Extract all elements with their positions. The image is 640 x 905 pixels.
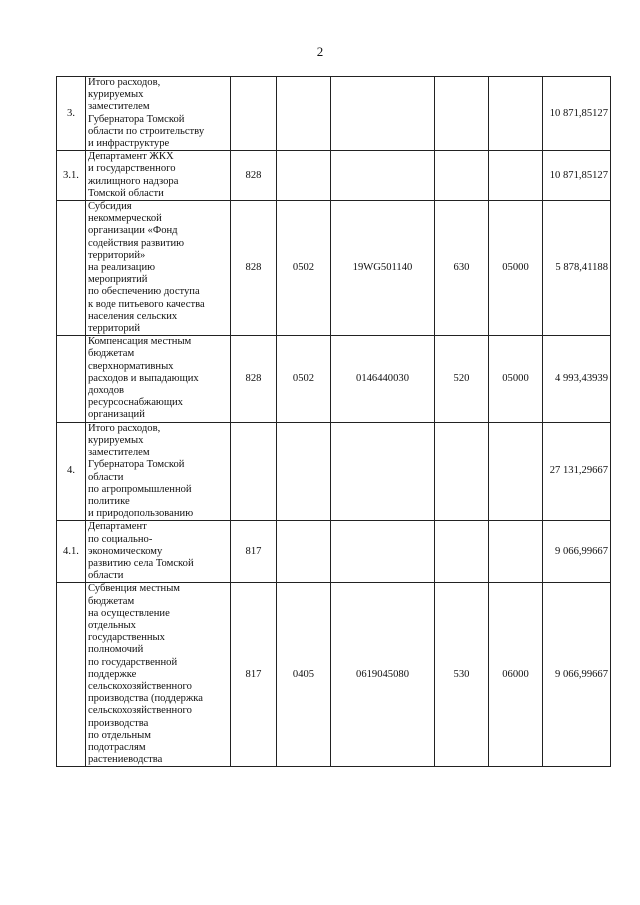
row-number: 3. xyxy=(57,77,86,151)
admin-code: 828 xyxy=(231,201,277,336)
budget-table xyxy=(56,76,611,767)
amount-value: 4 993,43939 xyxy=(543,336,611,422)
row-number: 4. xyxy=(57,422,86,521)
code-value: 05000 xyxy=(489,201,543,336)
row-number: 4.1. xyxy=(57,521,86,583)
target-article xyxy=(331,151,435,201)
row-name: Итого расходов, курируемых заместителем Губернатора Томской области по агропромышленной политике и природопользованию xyxy=(86,422,231,521)
code-value: 05000 xyxy=(489,336,543,422)
admin-code: 828 xyxy=(231,151,277,201)
row-name: Компенсация местным бюджетам сверхнормативных расходов и выпадающих доходов ресурсоснабжающих организаций xyxy=(86,336,231,422)
amount-value: 5 878,41188 xyxy=(543,201,611,336)
target-article xyxy=(331,422,435,521)
expense-type xyxy=(435,521,489,583)
target-article: 0146440030 xyxy=(331,336,435,422)
code-value: 06000 xyxy=(489,583,543,767)
row-name: Итого расходов, курируемых заместителем Губернатора Томской области по строительству и инфраструктуре xyxy=(86,77,231,151)
page-number: 2 xyxy=(316,44,324,59)
admin-code: 828 xyxy=(231,336,277,422)
row-number xyxy=(57,336,86,422)
code-value xyxy=(489,77,543,151)
target-article xyxy=(331,521,435,583)
table-row xyxy=(57,521,611,583)
target-article: 0619045080 xyxy=(331,583,435,767)
code-value xyxy=(489,422,543,521)
section-code xyxy=(277,77,331,151)
amount-value: 10 871,85127 xyxy=(543,151,611,201)
expense-type: 520 xyxy=(435,336,489,422)
expense-type: 530 xyxy=(435,583,489,767)
row-name: Департамент по социально- экономическому развитию села Томской области xyxy=(86,521,231,583)
table-row xyxy=(57,151,611,201)
table-row xyxy=(57,336,611,422)
table-row xyxy=(57,583,611,767)
expense-type: 630 xyxy=(435,201,489,336)
target-article: 19WG501140 xyxy=(331,201,435,336)
section-code xyxy=(277,521,331,583)
section-code: 0502 xyxy=(277,201,331,336)
row-name: Субвенция местным бюджетам на осуществление отдельных государственных полномочий по государственной поддержке сельскохозяйственного производства (поддержка сельскохозяйственного производства по отдельным подотраслям растениеводства xyxy=(86,583,231,767)
row-name: Департамент ЖКХ и государственного жилищного надзора Томской области xyxy=(86,151,231,201)
admin-code: 817 xyxy=(231,521,277,583)
section-code xyxy=(277,422,331,521)
expense-type xyxy=(435,151,489,201)
expense-type xyxy=(435,422,489,521)
target-article xyxy=(331,77,435,151)
row-number xyxy=(57,583,86,767)
row-number xyxy=(57,201,86,336)
amount-value: 9 066,99667 xyxy=(543,583,611,767)
row-number: 3.1. xyxy=(57,151,86,201)
amount-value: 27 131,29667 xyxy=(543,422,611,521)
table-row xyxy=(57,422,611,521)
admin-code xyxy=(231,77,277,151)
admin-code: 817 xyxy=(231,583,277,767)
section-code: 0502 xyxy=(277,336,331,422)
row-name: Субсидия некоммерческой организации «Фонд содействия развитию территорий» на реализацию мероприятий по обеспечению доступа к воде питьевого качества населения сельских территорий xyxy=(86,201,231,336)
admin-code xyxy=(231,422,277,521)
expense-type xyxy=(435,77,489,151)
table-row xyxy=(57,201,611,336)
amount-value: 10 871,85127 xyxy=(543,77,611,151)
section-code xyxy=(277,151,331,201)
code-value xyxy=(489,151,543,201)
code-value xyxy=(489,521,543,583)
section-code: 0405 xyxy=(277,583,331,767)
amount-value: 9 066,99667 xyxy=(543,521,611,583)
table-row xyxy=(57,77,611,151)
